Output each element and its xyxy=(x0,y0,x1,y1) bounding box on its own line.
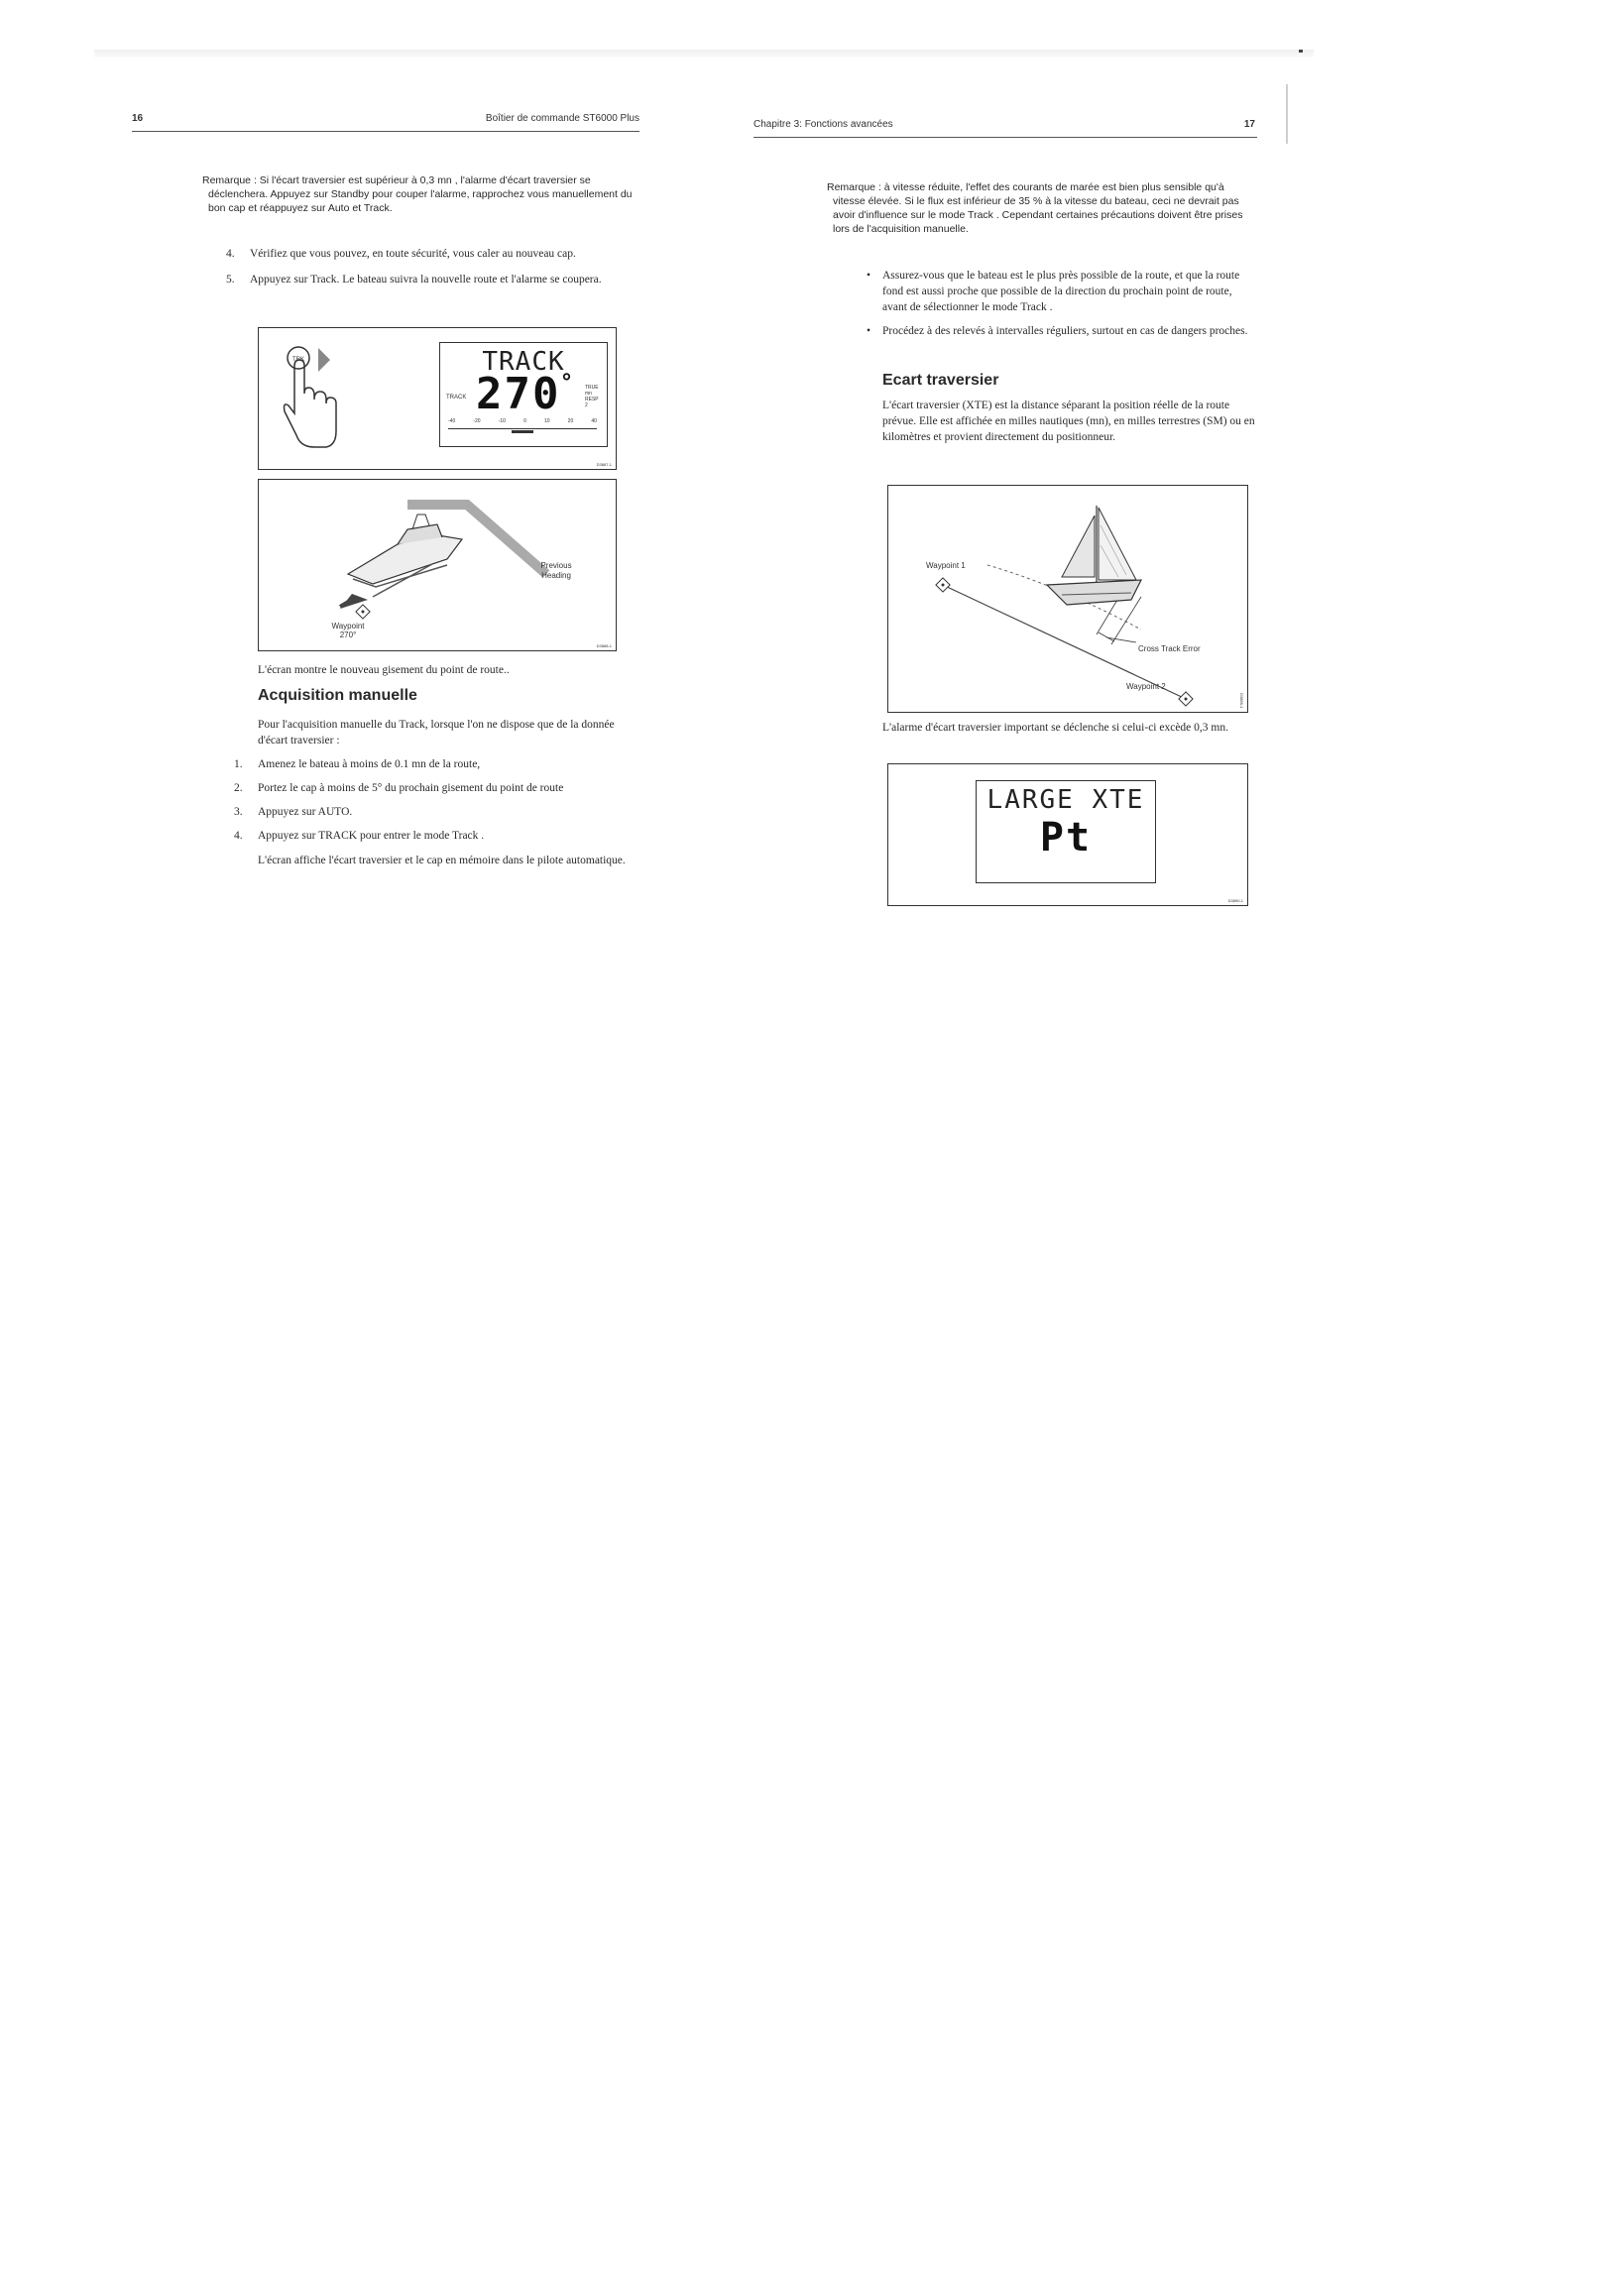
left-steps-a xyxy=(226,246,635,287)
hand-press-icon xyxy=(279,336,348,460)
figure-large-xte xyxy=(887,763,1248,906)
right-remark: Remarque : à vitesse réduite, l'effet des courants de marée est bien plus sensible qu'à vitesse élevée. Si le flux est inférieur de 35 % à la vitesse du bateau, ceci ne devrait pas avoir d'influence sur le mode Track . Cependant certaines précautions doivent être prises lors de l'acquisition manuelle. xyxy=(827,181,1243,235)
bullet-icon: • xyxy=(867,270,871,282)
lcd-left-label: TRACK xyxy=(446,395,467,401)
lcd-title: LARGE XTE xyxy=(986,785,1145,815)
bullet-icon: • xyxy=(867,325,871,337)
right-header-rule xyxy=(754,137,1257,138)
lcd-right-label: RESP xyxy=(585,397,599,402)
waypoint-label xyxy=(318,622,378,639)
lcd-scale xyxy=(448,418,597,424)
lcd-right-label: TRUE xyxy=(585,385,599,391)
lcd-scale-label: -20 xyxy=(473,418,481,424)
figure-id: D3890-1 xyxy=(1227,898,1243,903)
figure-caption: L'écran montre le nouveau gisement du point de route.. xyxy=(258,664,510,676)
figure-id: D3889-1 xyxy=(1239,692,1244,708)
track-lcd xyxy=(439,342,608,447)
right-header-title: Chapitre 3: Fonctions avancées xyxy=(754,119,893,130)
section-title-acquisition: Acquisition manuelle xyxy=(258,687,417,704)
list-item xyxy=(234,756,640,772)
scan-mark xyxy=(1299,50,1303,53)
lcd-scale-bar xyxy=(448,428,597,429)
lcd-degree: ° xyxy=(561,371,572,396)
lcd-scale-indicator xyxy=(512,430,533,433)
lcd-right-label: 2 xyxy=(585,402,588,408)
lcd-right-label: mn xyxy=(585,391,592,397)
lcd-value: 270 xyxy=(476,369,561,419)
list-item xyxy=(861,323,1257,339)
step-number: 4. xyxy=(226,248,235,260)
xte-lcd xyxy=(976,780,1156,883)
lcd-value: Pt xyxy=(1039,815,1093,861)
alarm-text: L'alarme d'écart traversier important se déclenche si celui-ci excède 0,3 mn. xyxy=(882,722,1228,734)
lcd-title: TRACK xyxy=(482,347,565,377)
step-text: Appuyez sur AUTO. xyxy=(258,806,353,818)
lcd-right-labels xyxy=(585,385,599,408)
section-intro: Pour l'acquisition manuelle du Track, lorsque l'on ne dispose que de la donnée d'écart traversier : xyxy=(258,719,615,746)
step-text: Vérifiez que vous pouvez, en toute sécurité, vous caler au nouveau cap. xyxy=(250,248,576,260)
cross-track-label: Cross Track Error xyxy=(1138,644,1201,653)
step-number: 3. xyxy=(234,806,243,818)
waypoint2-label: Waypoint 2 xyxy=(1126,682,1166,691)
figure-new-heading xyxy=(258,479,617,651)
list-item xyxy=(234,780,640,796)
figure-track-display xyxy=(258,327,617,470)
bullet-text: Assurez-vous que le bateau est le plus près possible de la route, et que la route fond est aussi proche que possible de la direction du prochain point de route, avant de sélectionner le mode Track . xyxy=(882,270,1240,313)
waypoint1-label: Waypoint 1 xyxy=(926,561,966,570)
left-header-rule xyxy=(132,131,639,132)
left-remark: Remarque : Si l'écart traversier est supérieur à 0,3 mn , l'alarme d'écart traversier se déclenchera. Appuyez sur Standby pour couper l'alarme, rapprochez vous manuellement du bon cap et réappuyez sur Auto et Track. xyxy=(202,174,633,214)
lcd-scale-label: -40 xyxy=(448,418,456,424)
lcd-scale-label: 0 xyxy=(523,418,526,424)
waypoint-bearing: 270° xyxy=(339,631,357,639)
list-item xyxy=(861,268,1257,315)
figure-id: D3887-1 xyxy=(596,462,612,467)
previous-heading-label: Previous Heading xyxy=(540,561,572,580)
step-number: 2. xyxy=(234,782,243,794)
sailboat-cross-track-illustration xyxy=(888,486,1247,712)
step-text: Appuyez sur TRACK pour entrer le mode Track . xyxy=(258,830,485,842)
trk-button-label: TRK xyxy=(292,357,304,363)
closing-text: L'écran affiche l'écart traversier et le cap en mémoire dans le pilote automatique. xyxy=(258,855,626,866)
waypoint-name: Waypoint xyxy=(331,622,365,631)
left-page-number: 16 xyxy=(132,113,144,124)
left-steps-b xyxy=(234,756,640,844)
lcd-scale-label: 10 xyxy=(543,418,550,424)
lcd-scale-label: -10 xyxy=(498,418,506,424)
left-header-title: Boîtier de commande ST6000 Plus xyxy=(485,113,639,124)
right-page-number: 17 xyxy=(1243,119,1255,130)
lcd-scale-label: 20 xyxy=(567,418,574,424)
step-number: 1. xyxy=(234,758,243,770)
bullet-text: Procédez à des relevés à intervalles réguliers, surtout en cas de dangers proches. xyxy=(882,325,1248,337)
right-bullets xyxy=(861,268,1257,339)
lcd-scale-label: 40 xyxy=(591,418,597,424)
section-title-xte: Ecart traversier xyxy=(882,372,999,389)
list-item xyxy=(234,804,640,820)
figure-cross-track xyxy=(887,485,1248,713)
step-text: Amenez le bateau à moins de 0.1 mn de la route, xyxy=(258,758,481,770)
step-text: Appuyez sur Track. Le bateau suivra la nouvelle route et l'alarme se coupera. xyxy=(250,274,602,286)
page-edge xyxy=(1286,84,1288,144)
step-number: 5. xyxy=(226,274,235,286)
list-item xyxy=(226,246,635,262)
step-text: Portez le cap à moins de 5° du prochain gisement du point de route xyxy=(258,782,564,794)
section-body-xte: L'écart traversier (XTE) est la distance séparant la position réelle de la route prévue. Elle est affichée en milles nautiques (mn), en milles terrestres (SM) ou en kilomètres et provient directement du positionneur. xyxy=(882,400,1255,443)
list-item xyxy=(234,828,640,844)
scan-shadow xyxy=(94,50,1314,57)
list-item xyxy=(226,272,635,287)
step-number: 4. xyxy=(234,830,243,842)
figure-id: D3888-1 xyxy=(596,643,612,648)
